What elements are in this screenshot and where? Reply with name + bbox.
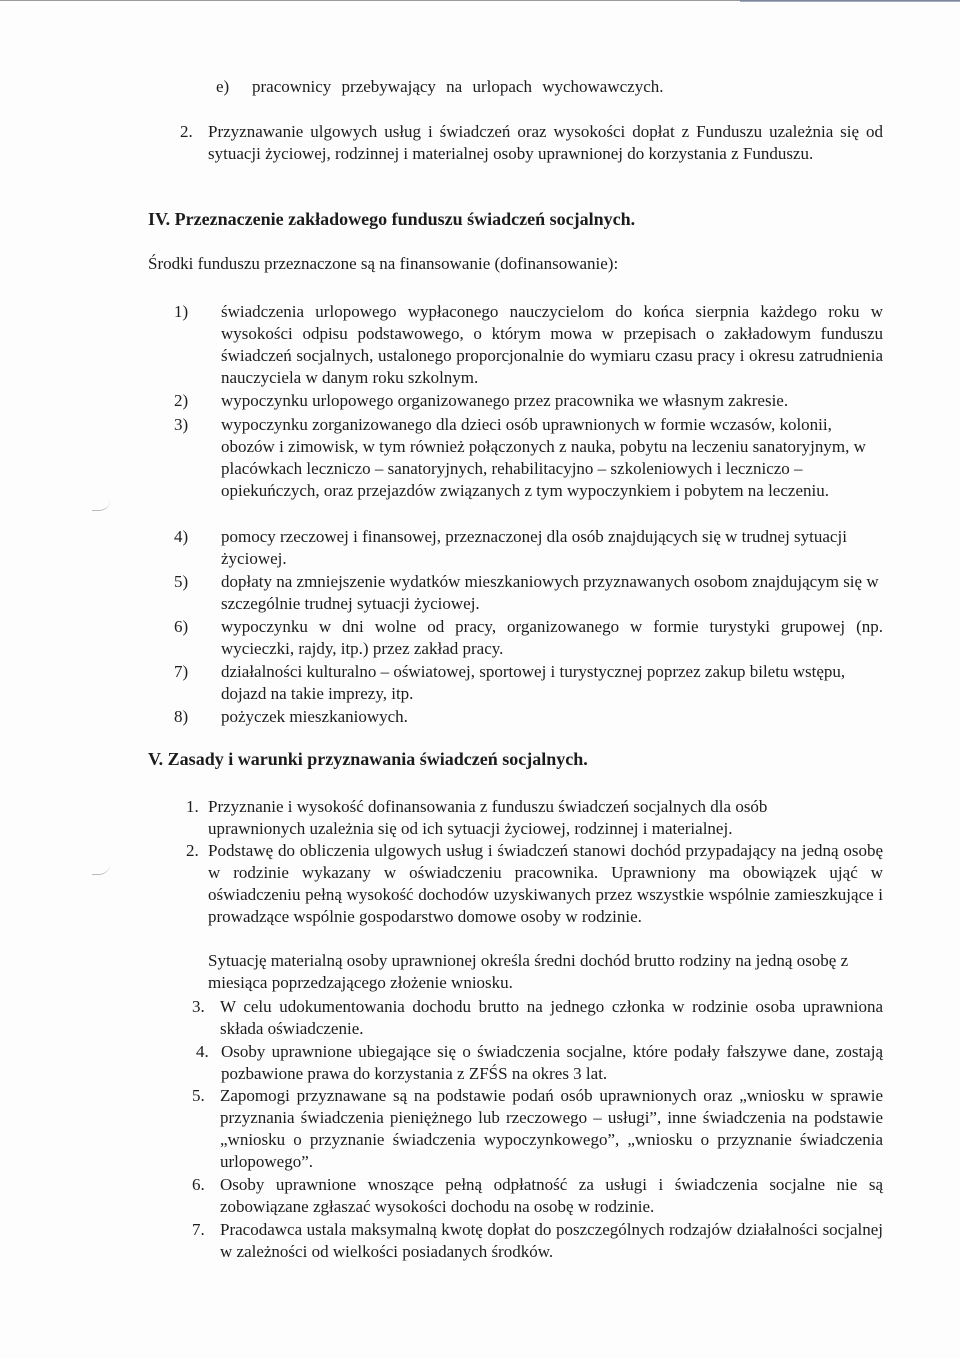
list-item-number: 2)	[174, 391, 189, 410]
scan-margin-mark	[92, 500, 110, 511]
list-item-text: Przyznawanie ulgowych usług i świadczeń oraz wysokości dopłat z Funduszu uzależnia się od sytuacji życiowej, rodzinnej i materialnej osoby uprawnionej do korzystania z Funduszu.	[208, 122, 883, 163]
list-item-text: pożyczek mieszkaniowych.	[221, 707, 408, 726]
list-item-text: działalności kulturalno – oświatowej, sportowej i turystycznej poprzez zakup biletu wstępu, dojazd na takie imprezy, itp.	[221, 662, 846, 703]
list-item-number: 7.	[192, 1220, 205, 1239]
list-item-number: 1)	[174, 302, 189, 321]
list-item-text: wypoczynku zorganizowanego dla dzieci osób uprawnionych w formie wczasów, kolonii, obozów i zimowisk, w tym również połączonych z nauka, pobytu na leczeniu sanatoryjnym, w placówkach leczniczo – sanatoryjnych, rehabilitacyjno – szkoleniowych i leczniczo – opiekuńczych, oraz przejazdów związanych z tym wypoczynkiem i pobytem na leczeniu.	[221, 415, 866, 500]
list-item-text: Sytuację materialną osoby uprawnionej określa średni dochód brutto rodziny na jedną osobę z miesiąca poprzedzającego złożenie wniosku.	[208, 951, 849, 992]
scan-top-mark	[740, 0, 960, 2]
list-item-number: 7)	[174, 662, 189, 681]
list-item-number: 3.	[192, 997, 205, 1016]
list-item-number: 5.	[192, 1086, 205, 1105]
list-item-number: 1.	[186, 797, 199, 816]
section-intro: Środki funduszu przeznaczone są na finansowanie (dofinansowanie):	[148, 254, 619, 273]
list-item-text: Przyznanie i wysokość dofinansowania z funduszu świadczeń socjalnych dla osób uprawnionych uzależnia się od ich sytuacji życiowej, rodzinnej i materialnej.	[208, 797, 768, 838]
list-item-text: Zapomogi przyznawane są na podstawie podań osób uprawnionych oraz „wniosku w sprawie przyznania świadczenia pieniężnego lub rzeczowego – usługi”, inne świadczenia na podstawie „wniosku o przyznanie świadczenia wypoczynkowego”, „wniosku o przyznanie świadczenia urlopowego”.	[220, 1086, 883, 1171]
list-item-text: wypoczynku w dni wolne od pracy, organizowanego w formie turystyki grupowej (np. wycieczki, rajdy, itp.) przez zakład pracy.	[221, 617, 883, 658]
list-item-text: Pracodawca ustala maksymalną kwotę dopłat do poszczególnych rodzajów działalności socjalnej w zależności od wielkości posiadanych środków.	[220, 1220, 883, 1261]
list-item-text: W celu udokumentowania dochodu brutto na jednego członka w rodzinie osoba uprawniona składa oświadczenie.	[220, 997, 883, 1038]
section-heading: V. Zasady i warunki przyznawania świadczeń socjalnych.	[148, 749, 588, 769]
list-item-text: wypoczynku urlopowego organizowanego przez pracownika we własnym zakresie.	[221, 391, 789, 410]
list-item-number: 2.	[180, 122, 193, 141]
list-item-text: Podstawę do obliczenia ulgowych usług i świadczeń stanowi dochód przypadający na jedną osobę w rodzinie wykazany w oświadczeniu pracownika. Uprawniony ma obowiązek ująć w oświadczeniu pełną wysokość dochodów uzyskiwanych przez wszystkie wspólnie zamieszkujące i prowadzące wspólnie gospodarstwo domowe osoby w rodzinie.	[208, 841, 883, 926]
list-item-number: 2.	[186, 841, 199, 860]
list-item-number: 5)	[174, 572, 189, 591]
list-item-number: 8)	[174, 707, 189, 726]
list-item-text: Osoby uprawnione ubiegające się o świadczenia socjalne, które podały fałszywe dane, zostają pozbawione prawa do korzystania z ZFŚS na okres 3 lat.	[221, 1042, 883, 1083]
list-item-text: świadczenia urlopowego wypłaconego nauczycielom do końca sierpnia każdego roku w wysokości odpisu podstawowego, o którym mowa w przepisach o zakładowym funduszu świadczeń socjalnych, ustalonego proporcjonalnie do wymiaru czasu pracy i okresu zatrudnienia nauczyciela w danym roku szkolnym.	[221, 302, 883, 387]
list-item-text: dopłaty na zmniejszenie wydatków mieszkaniowych przyznawanych osobom znajdującym się w szczególnie trudnej sytuacji życiowej.	[221, 572, 879, 613]
list-item-number: 3)	[174, 415, 189, 434]
list-item-number: 4)	[174, 527, 189, 546]
scan-margin-mark	[92, 864, 110, 875]
list-item-text: Osoby uprawnione wnoszące pełną odpłatność za usługi i świadczenia socjalne nie są zobowiązane zgłaszać wysokości dochodu na osobę w rodzinie.	[220, 1175, 883, 1216]
list-item-number: 6.	[192, 1175, 205, 1194]
list-item-number: 6)	[174, 617, 189, 636]
section-heading: IV. Przeznaczenie zakładowego funduszu świadczeń socjalnych.	[148, 209, 636, 229]
list-item-text: pomocy rzeczowej i finansowej, przeznaczonej dla osób znajdujących się w trudnej sytuacji życiowej.	[221, 527, 847, 568]
list-item-number: e)	[216, 77, 230, 96]
list-item-number: 4.	[196, 1042, 209, 1061]
list-item-text: pracownicy przebywający na urlopach wychowawczych.	[252, 77, 664, 96]
